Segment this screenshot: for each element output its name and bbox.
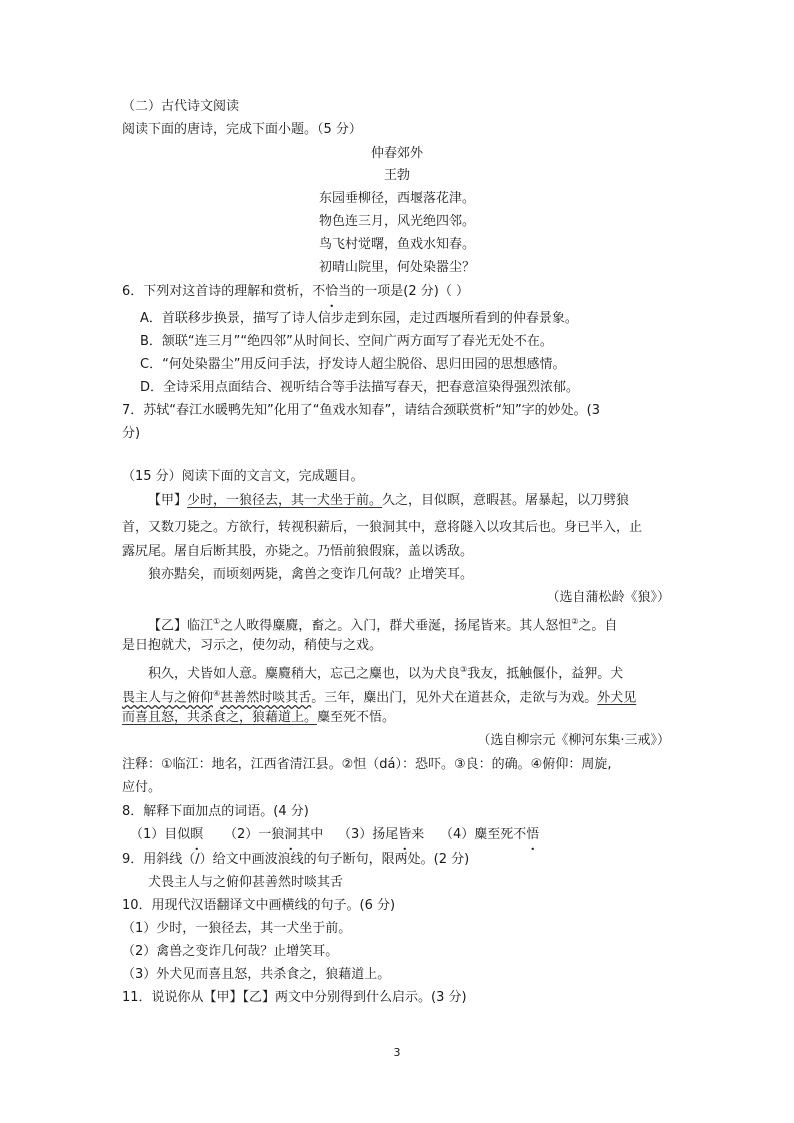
q11-stem: 11．说说你从【甲】【乙】两文中分别得到什么启示。(3 分) <box>122 990 467 1005</box>
q6-option-d: D．全诗采用点面结合、视听结合等手法描写春天，把春意渲染得强烈浓郁。 <box>140 380 580 395</box>
jia-paragraph-line: 首，又数刀毙之。方欲行，转视积薪后，一狼洞其中，意将隧入以攻其后也。身已半入，止 <box>122 520 643 535</box>
yi-paragraph-line <box>148 661 623 683</box>
yi-line-a: 积久，犬皆如人意。麋麑稍大，忘己之麋也，以为犬良 <box>148 666 461 682</box>
q10-item: （3）外犬见而喜且怒，共杀食之，狼藉道上。 <box>122 967 391 982</box>
poem-line: 东园垂柳径，西堰落花津。 <box>318 191 475 206</box>
yi-paragraph-line <box>148 613 617 635</box>
q6-stem-b: 的一项是(2 分)（ ） <box>351 284 469 299</box>
notes-line: 注释：①临江：地名，江西省清江县。②怛（dá）：恐吓。③良：的确。④俯仰：周旋, <box>122 757 612 772</box>
poem-line: 初晴山院里，何处染嚣尘？ <box>318 260 475 275</box>
q6-stem <box>122 283 469 301</box>
q8-dotted-word: 悟 <box>526 827 540 842</box>
poem-author: 王勃 <box>383 168 410 183</box>
q9-stem: 9．用斜线（/）给文中画波浪线的句子断句，限两处。(2 分) <box>122 852 470 867</box>
q8-item-text: （2）一狼 <box>224 827 285 842</box>
poem-line: 鸟飞村觉曙，鱼戏水知春。 <box>318 237 475 252</box>
q8-item-text: （1）目似 <box>130 827 191 842</box>
yi-source: （选自柳宗元《柳河东集·三戒》） <box>477 733 670 748</box>
q8-stem: 8．解释下面加点的词语。(4 分) <box>122 804 309 819</box>
q8-item <box>440 826 539 844</box>
q6-stem-emphasis: 不恰当 <box>312 284 352 299</box>
q10-item: （2）禽兽之变诈几何哉？止增笑耳。 <box>122 944 339 959</box>
yi-line-rest: 麋至死不悟。 <box>317 710 396 725</box>
q8-item <box>224 826 323 844</box>
yi-line-rest: 。三年，麋出门，见外犬在道甚众，走欲与为戏。 <box>311 690 598 706</box>
underlined-sentence: 外犬见 <box>597 690 637 706</box>
q8-dotted-word: 皆 <box>398 827 412 842</box>
q8-item-text: （3）扬尾 <box>338 827 399 842</box>
q8-item <box>130 826 203 844</box>
jia-underlined-sentence: 少时，一狼径去，其一犬坐于前。 <box>187 493 383 508</box>
yi-line-c: 之。自 <box>578 618 618 634</box>
q6-option-b: B．颔联“连三月”“绝四邻”从时间长、空间广两方面写了春光无处不在。 <box>140 334 553 349</box>
q10-item: （1）少时，一狼径去，其一犬坐于前。 <box>122 921 352 936</box>
notes-line: 应付。 <box>122 780 162 795</box>
jia-paragraph-line: 狼亦黠矣，而顷刻两毙，禽兽之变诈几何哉？止增笑耳。 <box>148 567 474 582</box>
yi-line-b: 我友，抵触偃仆，益狎。犬 <box>467 666 624 682</box>
q6-option-c: C．“何处染嚣尘”用反问手法，抒发诗人超尘脱俗、思归田园的思想感情。 <box>140 357 566 372</box>
yi-line-a: 【乙】临江 <box>148 618 214 634</box>
poem-line: 物色连三月，风光绝四邻。 <box>318 214 475 229</box>
q8-dotted-word: 洞 <box>284 827 298 842</box>
classical-intro: （15 分）阅读下面的文言文，完成题目。 <box>122 469 364 484</box>
section-instruction: 阅读下面的唐诗，完成下面小题。（5 分） <box>122 122 362 137</box>
underlined-sentence: 而喜且怒，共杀食之，狼藉道上。 <box>122 710 318 725</box>
section-heading: （二）古代诗文阅读 <box>122 99 240 114</box>
q6-stem-a: 6．下列对这首诗的理解和赏析， <box>122 284 313 299</box>
jia-paragraph-line <box>148 492 629 510</box>
footnote-marker: ④ <box>213 689 221 698</box>
wavy-sentence: 畏主人与之俯仰 <box>122 690 214 706</box>
yi-paragraph-line: 是日抱就犬，习示之，使勿动，稍使与之戏。 <box>122 638 383 653</box>
yi-paragraph-line <box>122 685 636 707</box>
q7-line2: 分) <box>122 426 141 441</box>
q8-item-text: 来 <box>411 827 425 842</box>
q8-item-text: （4）麋至死不 <box>440 827 527 842</box>
q8-item <box>338 826 424 844</box>
jia-paragraph-line: 露尻尾。屠自后断其股，亦毙之。乃悟前狼假寐，盖以诱敌。 <box>122 544 474 559</box>
footnote-marker: ② <box>571 617 579 626</box>
footnote-marker: ③ <box>460 665 468 674</box>
footnote-marker: ① <box>213 617 221 626</box>
yi-paragraph-line <box>122 709 395 727</box>
q9-sentence: 犬畏主人与之俯仰甚善然时啖其舌 <box>148 875 344 890</box>
yi-line-b: 之人畋得麋麑，畜之。入门，群犬垂涎，扬尾皆来。其人怒怛 <box>220 618 572 634</box>
wavy-sentence-2: 甚善然时啖其舌 <box>220 690 312 706</box>
q8-dotted-word: 瞑 <box>190 827 204 842</box>
q6-option-a: A．首联移步换景，描写了诗人信步走到东园，走过西堰所看到的仲春景象。 <box>140 311 578 326</box>
jia-label: 【甲】 <box>148 493 188 508</box>
jia-source: （选自蒲松龄《狼》） <box>546 590 670 605</box>
q10-stem: 10．用现代汉语翻译文中画横线的句子。(6 分) <box>122 898 396 913</box>
jia-line-rest: 久之，目似瞑，意暇甚。屠暴起，以刀劈狼 <box>382 493 630 508</box>
q7-line1: 7．苏轼“春江水暖鸭先知”化用了“鱼戏水知春”，请结合颈联赏析“知”字的妙处。(3 <box>122 403 601 418</box>
page-number: 3 <box>393 1046 401 1059</box>
q8-item-text: 其中 <box>297 827 324 842</box>
poem-title: 仲春郊外 <box>370 146 423 161</box>
